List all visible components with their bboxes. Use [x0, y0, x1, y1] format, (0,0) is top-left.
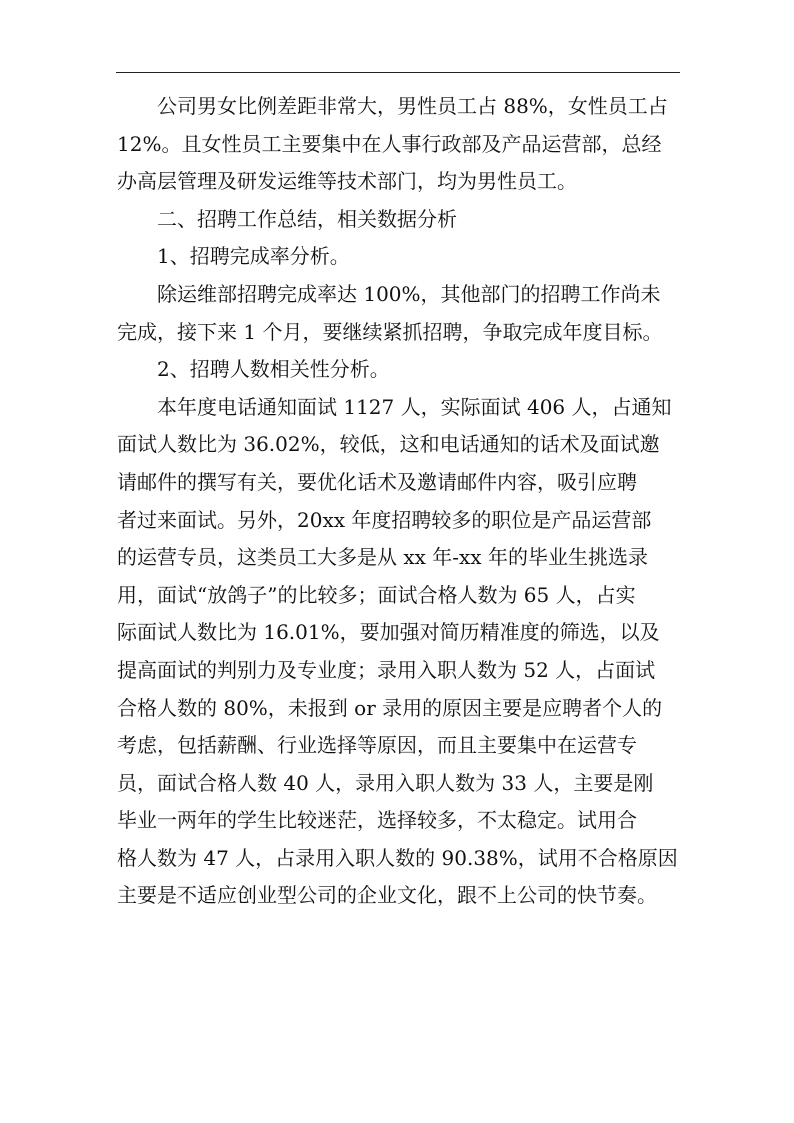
body-text — [117, 88, 683, 915]
text-line: 者过来面试。另外，20xx 年度招聘较多的职位是产品运营部 — [117, 507, 652, 532]
text-line: 员，面试合格人数 40 人，录用入职人数为 33 人，主要是刚 — [117, 770, 654, 795]
subsection-heading: 1、招聘完成率分析。 — [157, 244, 350, 269]
text-line: 考虑，包括薪酬、行业选择等原因，而且主要集中在运营专 — [117, 733, 637, 758]
text-line: 完成，接下来 1 个月，要继续紧抓招聘，争取完成年度目标。 — [117, 319, 663, 344]
text-line: 用，面试“放鸽子”的比较多；面试合格人数为 65 人，占实 — [117, 582, 636, 607]
text-line: 公司男女比例差距非常大，男性员工占 88%，女性员工占 — [157, 94, 668, 118]
text-line: 本年度电话通知面试 1127 人，实际面试 406 人，占通知 — [157, 394, 672, 419]
text-line: 的运营专员，这类员工大多是从 xx 年-xx 年的毕业生挑选录 — [117, 545, 648, 570]
text-line: 际面试人数比为 16.01%，要加强对简历精准度的筛选，以及 — [117, 620, 660, 645]
text-line: 12%。且女性员工主要集中在人事行政部及产品运营部，总经 — [117, 131, 662, 156]
text-line: 除运维部招聘完成率达 100%，其他部门的招聘工作尚未 — [157, 281, 661, 306]
text-line: 毕业一两年的学生比较迷茫，选择较多，不太稳定。试用合 — [117, 808, 637, 833]
subsection-heading: 2、招聘人数相关性分析。 — [157, 357, 390, 382]
text-line: 合格人数的 80%，未报到 or 录用的原因主要是应聘者个人的 — [117, 695, 663, 720]
text-line: 主要是不适应创业型公司的企业文化，跟不上公司的快节奏。 — [117, 883, 657, 908]
text-line: 提高面试的判别力及专业度；录用入职人数为 52 人，占面试 — [117, 657, 656, 682]
text-line: 请邮件的撰写有关，要优化话术及邀请邮件内容，吸引应聘 — [117, 469, 637, 494]
text-line: 格人数为 47 人，占录用入职人数的 90.38%，试用不合格原因 — [117, 845, 678, 870]
text-line: 办高层管理及研发运维等技术部门，均为男性员工。 — [117, 169, 577, 194]
header-rule — [116, 72, 680, 73]
text-line: 面试人数比为 36.02%，较低，这和电话通知的话术及面试邀 — [117, 432, 660, 457]
section-heading: 二、招聘工作总结，相关数据分析 — [157, 206, 457, 231]
